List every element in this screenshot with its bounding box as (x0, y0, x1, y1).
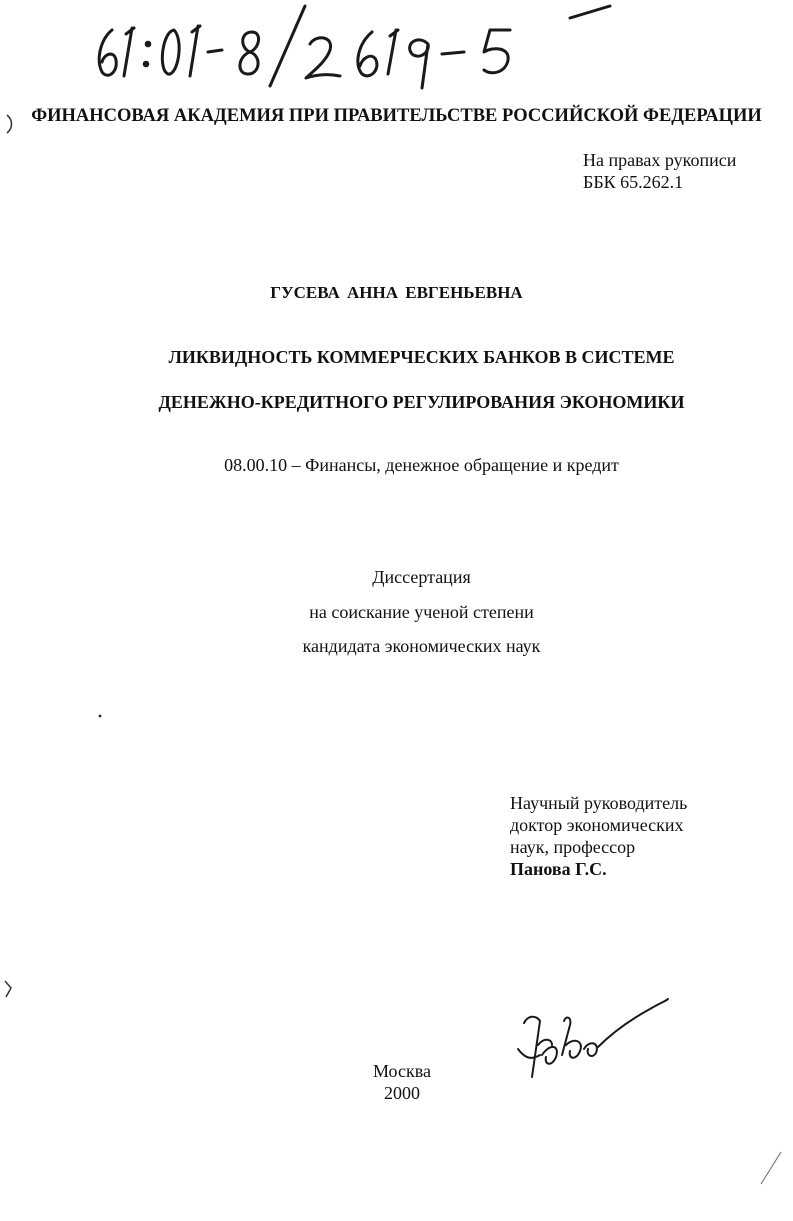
academy-heading: ФИНАНСОВАЯ АКАДЕМИЯ ПРИ ПРАВИТЕЛЬСТВЕ РОССИЙСКОЙ ФЕДЕРАЦИИ (31, 106, 762, 126)
specialty-code: 08.00.10 – Финансы, денежное обращение и кредит (224, 455, 619, 475)
degree-name: кандидата экономических наук (302, 636, 541, 656)
corner-scan-mark (755, 1148, 785, 1198)
advisor-title: наук, профессор (510, 837, 636, 857)
advisor-degree: доктор экономических (510, 815, 684, 835)
dissertation-label: Диссертация (372, 567, 471, 587)
thesis-title-line-2: ДЕНЕЖНО-КРЕДИТНОГО РЕГУЛИРОВАНИЯ ЭКОНОМИКИ (158, 392, 685, 412)
degree-line: на соискание ученой степени (309, 602, 534, 622)
manuscript-rights: На правах рукописи (583, 150, 737, 170)
advisor-block (510, 792, 687, 880)
handwritten-registry-number (90, 0, 650, 92)
margin-scan-mark (2, 978, 16, 1000)
author-name: ГУСЕВА АННА ЕВГЕНЬЕВНА (270, 283, 523, 302)
bbk-code: ББК 65.262.1 (583, 172, 684, 192)
year: 2000 (384, 1083, 420, 1103)
thesis-title-line-1: ЛИКВИДНОСТЬ КОММЕРЧЕСКИХ БАНКОВ В СИСТЕМЕ (168, 347, 675, 367)
city: Москва (373, 1061, 431, 1081)
manuscript-block (583, 149, 736, 193)
margin-bracket-mark (4, 112, 18, 136)
handwritten-signature (510, 985, 670, 1090)
dot-mark (97, 713, 103, 719)
city-year-block (372, 1060, 432, 1104)
advisor-name: Панова Г.С. (510, 859, 607, 879)
advisor-role: Научный руководитель (510, 793, 688, 813)
